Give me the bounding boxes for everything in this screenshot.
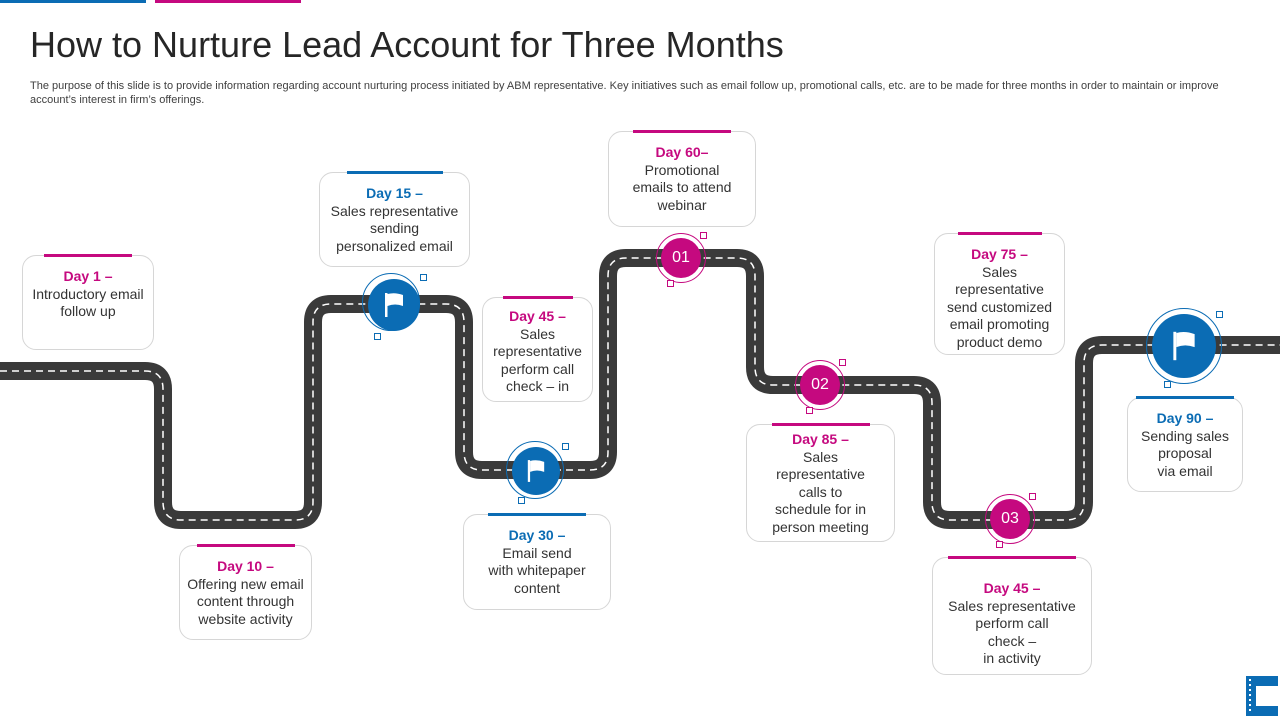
marker-dot xyxy=(1216,311,1223,318)
marker-dot xyxy=(1164,381,1171,388)
milestone-marker-flag-3 xyxy=(1152,314,1216,378)
card-accent-bar xyxy=(44,254,132,257)
milestone-description: Introductory email follow up xyxy=(32,285,144,319)
marker-number: 03 xyxy=(1001,510,1019,527)
card-accent-bar xyxy=(503,296,573,299)
milestone-description: Sales representative perform call check – in activity xyxy=(948,597,1076,666)
milestone-description: Sending sales proposal via email xyxy=(1141,427,1229,479)
milestone-card-day-75 xyxy=(934,233,1065,355)
milestone-day: Day 85 – xyxy=(792,431,849,447)
milestone-day: Day 75 – xyxy=(971,246,1028,262)
milestone-description: Sales representative sending personalized email xyxy=(330,202,459,254)
milestone-description: Email send with whitepaper content xyxy=(488,544,586,596)
milestone-card-day-10 xyxy=(179,545,312,640)
milestone-card-day-45-activity xyxy=(932,557,1092,675)
flag-icon xyxy=(383,292,405,318)
milestone-description: Sales representative perform call check – in xyxy=(493,325,582,394)
milestone-description: Offering new email content through website activity xyxy=(187,575,304,627)
card-accent-bar xyxy=(772,423,870,426)
milestone-card-day-15 xyxy=(319,172,470,267)
marker-dot xyxy=(374,333,381,340)
card-accent-bar xyxy=(633,130,731,133)
milestone-description: Promotional emails to attend webinar xyxy=(632,161,732,213)
milestone-marker-03 xyxy=(990,499,1030,539)
flag-icon xyxy=(1171,330,1197,362)
marker-dot xyxy=(562,443,569,450)
marker-dot xyxy=(1029,493,1036,500)
milestone-description: Sales representative send customized email promoting product demo xyxy=(946,263,1053,350)
milestone-card-day-60 xyxy=(608,131,756,227)
marker-dot xyxy=(996,541,1003,548)
milestone-marker-01 xyxy=(661,238,701,278)
marker-dot xyxy=(806,407,813,414)
milestone-day: Day 15 – xyxy=(366,185,423,201)
milestone-day: Day 45 – xyxy=(983,580,1041,596)
milestone-description: Sales representative calls to schedule for in person meeting xyxy=(772,448,869,535)
milestone-day: Day 60– xyxy=(655,144,709,160)
marker-ring xyxy=(985,494,1035,544)
flag-icon xyxy=(526,459,546,483)
milestone-day: Day 1 – xyxy=(63,268,113,284)
milestone-day: Day 45 – xyxy=(509,308,566,324)
milestone-marker-02 xyxy=(800,365,840,405)
marker-dot xyxy=(700,232,707,239)
milestone-card-day-30 xyxy=(463,514,611,610)
marker-number: 01 xyxy=(672,249,690,266)
marker-dot xyxy=(518,497,525,504)
card-accent-bar xyxy=(1136,396,1234,399)
marker-number: 02 xyxy=(811,376,829,393)
milestone-card-day-90 xyxy=(1127,397,1243,492)
milestone-day: Day 30 – xyxy=(508,527,566,543)
milestone-card-day-85 xyxy=(746,424,895,542)
milestone-card-day-45-check-in xyxy=(482,297,593,402)
milestone-day: Day 10 – xyxy=(217,558,274,574)
milestone-day: Day 90 – xyxy=(1156,410,1214,426)
card-accent-bar xyxy=(948,556,1076,559)
road-surface xyxy=(0,258,1280,520)
marker-dot xyxy=(420,274,427,281)
marker-dot xyxy=(839,359,846,366)
marker-dot xyxy=(667,280,674,287)
milestone-marker-flag-2 xyxy=(512,447,560,495)
slide-subtitle: The purpose of this slide is to provide information regarding account nurturing process initiated by ABM representative. Key initiatives such as email follow up, promotional calls, etc. are to be made for three months in order to maintain or improve account’s interest in firm’s offerings. xyxy=(30,80,1219,106)
card-accent-bar xyxy=(347,171,443,174)
marker-ring xyxy=(795,360,845,410)
card-accent-bar xyxy=(197,544,295,547)
card-accent-bar xyxy=(488,513,586,516)
milestone-marker-flag-1 xyxy=(368,279,420,331)
brand-logo-icon xyxy=(1246,676,1278,716)
card-accent-bar xyxy=(958,232,1042,235)
marker-ring xyxy=(656,233,706,283)
slide-title: How to Nurture Lead Account for Three Months xyxy=(30,24,784,65)
milestone-card-day-1 xyxy=(22,255,154,350)
